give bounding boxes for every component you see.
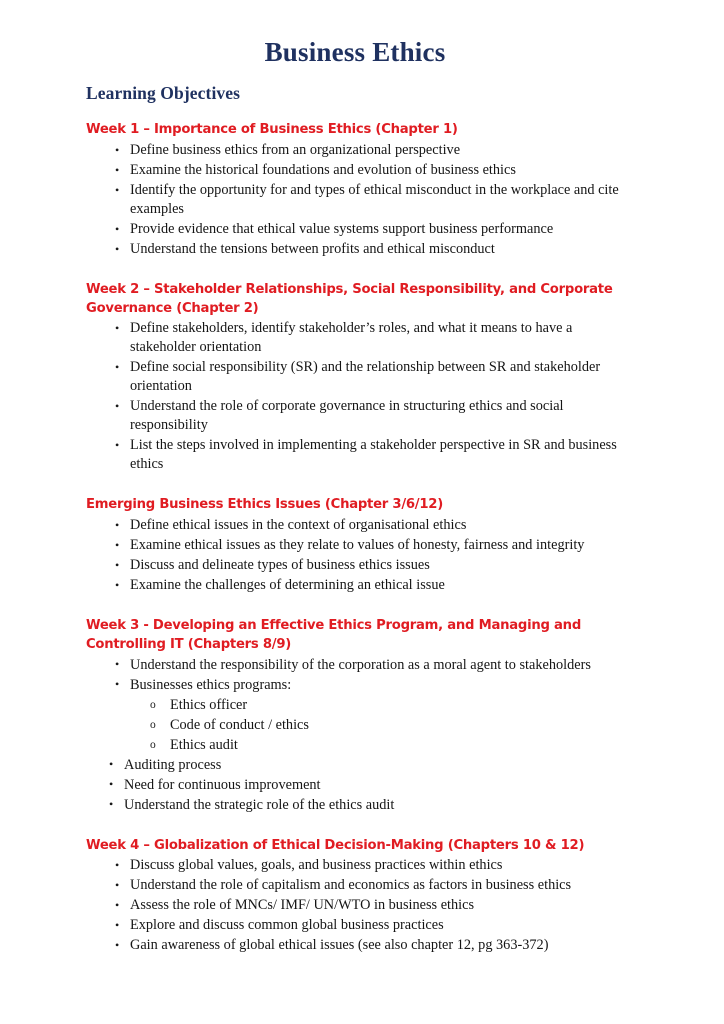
list-item: • Define social responsibility (SR) and the relationship between SR and stakeholder orientation (86, 358, 638, 396)
objective-list-week-4 (86, 856, 638, 955)
list-item: • Examine the challenges of determining an ethical issue (86, 576, 638, 595)
list-item: • Understand the strategic role of the ethics audit (86, 796, 638, 815)
list-item: • Understand the tensions between profits and ethical misconduct (86, 240, 638, 259)
topic-heading-week-4: Week 4 – Globalization of Ethical Decision-Making (Chapters 10 & 12) (86, 837, 585, 853)
topic-section-week-1 (86, 121, 638, 259)
page-title: Business Ethics (264, 37, 446, 67)
list-item: • List the steps involved in implementing a stakeholder perspective in SR and business ethics (86, 436, 638, 474)
list-item: • Define business ethics from an organizational perspective (86, 141, 638, 160)
objective-list-emerging-issues (86, 516, 638, 595)
list-item: • Gain awareness of global ethical issues (see also chapter 12, pg 363-372) (86, 936, 638, 955)
sub-list-item: o Code of conduct / ethics (86, 716, 638, 735)
list-item: • Examine the historical foundations and evolution of business ethics (86, 161, 638, 180)
topic-heading-week-2: Week 2 – Stakeholder Relationships, Social Responsibility, and Corporate Governance (Chapter 2) (86, 282, 613, 316)
list-item: • Examine ethical issues as they relate to values of honesty, fairness and integrity (86, 536, 638, 555)
sub-objective-list-week-3 (86, 696, 638, 755)
topic-section-week-3 (86, 617, 638, 814)
objective-list-week-1 (86, 141, 638, 259)
list-item-label: Businesses ethics programs: (130, 676, 292, 693)
list-item: • Provide evidence that ethical value systems support business performance (86, 220, 638, 239)
learning-objectives-heading: Learning Objectives (86, 83, 241, 104)
objective-list-week-3 (86, 656, 638, 815)
topic-section-emerging-issues (86, 496, 638, 595)
list-item: • Understand the responsibility of the corporation as a moral agent to stakeholders (86, 656, 638, 675)
list-item: • Identify the opportunity for and types of ethical misconduct in the workplace and cite examples (86, 181, 638, 219)
topic-heading-emerging-issues: Emerging Business Ethics Issues (Chapter 3/6/12) (86, 497, 444, 513)
document-content (86, 38, 638, 956)
objective-list-week-2 (86, 319, 638, 474)
list-item: • Auditing process (86, 756, 638, 775)
list-item: • Define ethical issues in the context of organisational ethics (86, 516, 638, 535)
list-item: • Define stakeholders, identify stakeholder’s roles, and what it means to have a stakeholder orientation (86, 319, 638, 357)
list-item: • Understand the role of capitalism and economics as factors in business ethics (86, 876, 638, 895)
sub-list-item: o Ethics audit (86, 736, 638, 755)
list-item: • Explore and discuss common global business practices (86, 916, 638, 935)
topic-section-week-4 (86, 837, 638, 956)
list-item (86, 676, 638, 755)
list-item: • Need for continuous improvement (86, 776, 638, 795)
topic-section-week-2 (86, 281, 638, 474)
list-item: • Assess the role of MNCs/ IMF/ UN/WTO in business ethics (86, 896, 638, 915)
list-item: • Understand the role of corporate governance in structuring ethics and social responsibility (86, 397, 638, 435)
list-item: • Discuss global values, goals, and business practices within ethics (86, 856, 638, 875)
sub-list-item: o Ethics officer (86, 696, 638, 715)
list-item: • Discuss and delineate types of business ethics issues (86, 556, 638, 575)
topic-heading-week-1: Week 1 – Importance of Business Ethics (Chapter 1) (86, 122, 458, 138)
topic-heading-week-3: Week 3 - Developing an Effective Ethics Program, and Managing and Controlling IT (Chapters 8/9) (86, 618, 582, 652)
